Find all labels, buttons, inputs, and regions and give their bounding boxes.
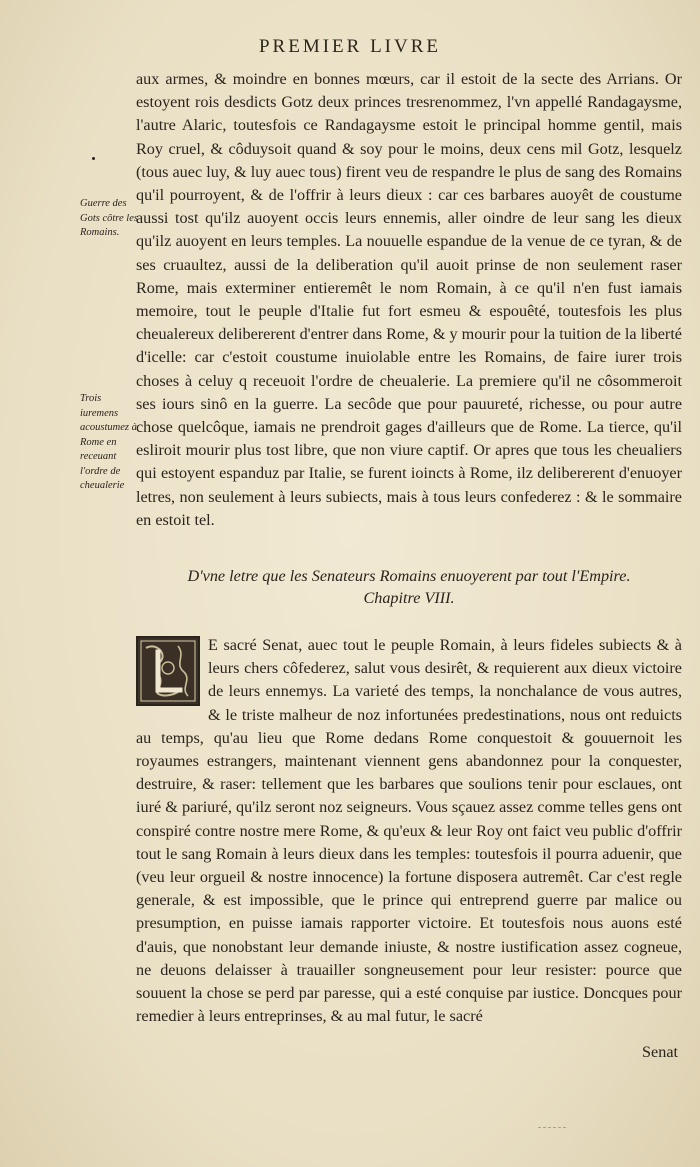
marginal-note-trois-iuremens: Trois iuremens acoustumez à Rome en receuant l'ordre de cheualerie <box>80 393 137 491</box>
main-text-block <box>136 68 682 532</box>
chapter-heading <box>136 565 682 609</box>
catchword: Senat <box>642 1043 678 1061</box>
running-header: PREMIER LIVRE <box>258 36 442 57</box>
chapter-title: D'vne letre que les Senateurs Romains enuoyerent par tout l'Empire. <box>187 567 631 585</box>
page-smudge <box>538 1127 566 1136</box>
ornamental-initial-l-icon <box>136 636 200 706</box>
main-paragraph: aux armes, & moindre en bonnes mœurs, car il estoit de la secte des Arrians. Or estoyent rois desdicts Gotz deux princes tresrenommez, l'vn appellé Randagaysme, l'autre Alaric, toutesfois ce Randagaysme estoit le principal homme gentil, mais Roy cruel, & côduysoit quand & soy pour le moins, deux cens mil Gotz, lesquelz (tous auec luy, & luy auec tous) firent veu de respandre le plus de sang des Romains qu'il pourroyent, & de l'offrir à leurs dieux : car ces barbares auoyêt de coustume aussi tost qu'ilz auoyent occis leurs ennemis, aller oindre de leur sang les dieux qu'ilz auoyent en leurs temples. La nouuelle espandue de la venue de ce tyran, & de ses cruaultez, aussi de la deliberation qu'il auoit prinse de non seulement raser Rome, mais exterminer entieremêt le nom Romain, à ce qu'il n'en fust iamais memoire, tout le peuple d'Italie fut fort esmeu & espouêté, toutesfois les plus cheualereux delibererent d'entrer dans Rome, & y mourir pour la tuition de la liberté d'icelle: car c'estoit coustume inuiolable entre les Romains, de faire iurer trois choses à celuy q receuoit l'ordre de cheualerie. La premiere qu'il ne côsommeroit ses iours sinô en la guerre. La secôde que pour pauureté, richesse, ou pour autre chose quelcôque, iamais ne prendroit gages d'ailleurs que de Rome. La tierce, qu'il esliroit mourir plus tost libre, que non viure captif. Or apres que tous les cheualiers qui estoyent espanduz par Italie, se furent ioincts à Rome, ilz delibererent d'enuoyer letres, non seulement à leurs subiects, mais à tous leurs confederez : & le sommaire en estoit tel. <box>136 70 682 529</box>
marginal-note-guerre: Guerre des Gots côtre les Romains. <box>80 198 138 238</box>
letter-paragraph: E sacré Senat, auec tout le peuple Romain, à leurs fideles subiects & à leurs chers côfederez, salut vous desirêt, & requierent aux dieux victoire de leurs ennemys. La varieté des temps, la nonchalance de vous autres, & le triste malheur de noz infortunées predestinations, nous ont reduicts au temps, qu'au lieu que Rome dedans Rome conquestoit & gouuernoit les royaumes estrangers, maintenant viennent gens abandonnez pour la conquester, destruire, & raser: tellement que les barbares que soulions tenir pour esclaues, ont iuré & pariuré, qu'ilz seront noz seigneurs. Vous sçauez assez comme telles gens ont conspiré contre nostre mere Rome, & qu'eux & leur Roy ont faict veu public d'offrir tout le sang Romain à leurs dieux dans les temples: toutesfois il pourra aduenir, que (veu leur orgueil & nostre innocence) la fortune disposera autremêt. Car c'est regle generale, & est impossible, que le prince qui entreprend guerre par malice ou presumption, en puisse iamais rapporter victoire. Et toutesfois nous auons esté d'auis, que nonobstant leur demande iniuste, & nostre iustification assez cogneue, ne deuons delaisser à trauailler songneusement pour leur resister: pource que souuent la chose se perd par paresse, qui a esté conquise par iustice. Doncques pour remedier à leurs entreprinses, & au mal futur, le sacré <box>136 636 682 1026</box>
letter-text-block <box>136 634 682 1028</box>
chapter-number: Chapitre VIII. <box>363 589 455 607</box>
ink-mark <box>92 157 95 160</box>
